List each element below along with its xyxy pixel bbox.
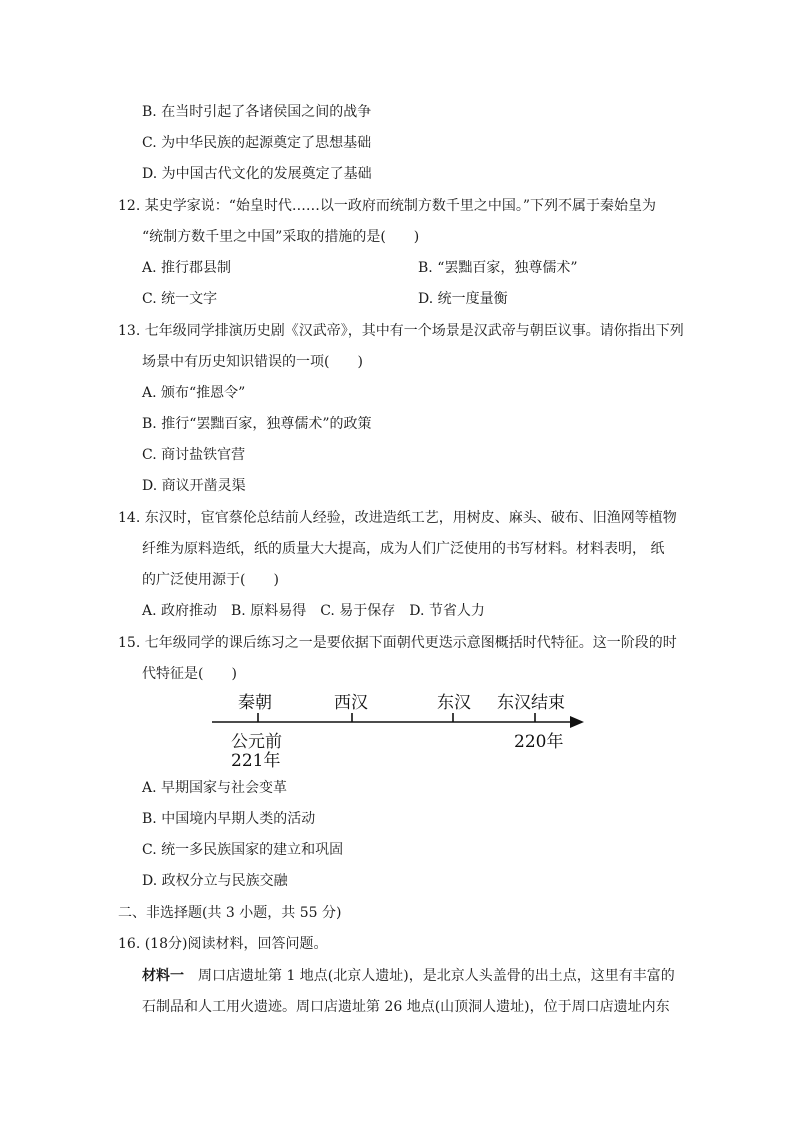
- q15-option-b: B. 中国境内早期人类的活动: [142, 811, 316, 827]
- q16-stem: 16. (18分)阅读材料，回答问题。: [118, 936, 328, 952]
- q15-option-c: C. 统一多民族国家的建立和巩固: [142, 842, 344, 858]
- q13-stem-line1: 13. 七年级同学排演历史剧《汉武帝》，其中有一个场景是汉武帝与朝臣议事。请你指出下列: [118, 323, 684, 339]
- q13-option-c: C. 商讨盐铁官营: [142, 447, 246, 463]
- q15-stem-line2: 代特征是( ): [142, 666, 237, 682]
- timeline-label-start-line2: 221年: [231, 751, 281, 771]
- q15-stem-line1: 15. 七年级同学的课后练习之一是要依据下面朝代更迭示意图概括时代特征。这一阶段的时: [118, 635, 677, 651]
- timeline-label-end-year: 220年: [514, 732, 564, 752]
- q14-stem-line1: 14. 东汉时，宦官蔡伦总结前人经验，改进造纸工艺，用树皮、麻头、破布、旧渔网等植物: [118, 510, 677, 526]
- timeline-label-donghan: 东汉: [437, 693, 471, 713]
- q16-material-line2: 石制品和人工用火遗迹。周口店遗址第 26 地点(山顶洞人遗址)，位于周口店遗址内东: [142, 999, 670, 1015]
- q11-option-d: D. 为中国古代文化的发展奠定了基础: [142, 166, 372, 182]
- q16-material-title: 材料一: [142, 968, 184, 984]
- q13-option-d: D. 商议开凿灵渠: [142, 478, 246, 494]
- timeline-label-qin: 秦朝: [238, 693, 272, 713]
- q14-stem-line2: 纤维为原料造纸，纸的质量大大提高，成为人们广泛使用的书写材料。材料表明， 纸: [142, 541, 665, 557]
- timeline-label-start-line1: 公元前: [231, 732, 282, 752]
- timeline-label-xihan: 西汉: [334, 693, 368, 713]
- q16-material-text-1: 周口店遗址第 1 地点(北京人遗址)，是北京人头盖骨的出土点，这里有丰富的: [184, 968, 675, 984]
- q14-stem-line3: 的广泛使用源于( ): [142, 572, 279, 588]
- q13-option-b: B. 推行“罢黜百家，独尊儒术”的政策: [142, 416, 372, 432]
- q15-option-d: D. 政权分立与民族交融: [142, 873, 288, 889]
- q12-option-a: A. 推行郡县制: [142, 260, 232, 276]
- q12-option-d: D. 统一度量衡: [418, 291, 508, 307]
- q12-option-b: B. “罢黜百家，独尊儒术”: [418, 260, 578, 276]
- q12-option-c: C. 统一文字: [142, 291, 218, 307]
- q14-options: A. 政府推动 B. 原料易得 C. 易于保存 D. 节省人力: [142, 603, 485, 619]
- q12-stem-line2: “统制方数千里之中国”采取的措施的是( ): [142, 229, 420, 245]
- q12-stem-line1: 12. 某史学家说：“始皇时代……以一政府而统制方数千里之中国。”下列不属于秦始皇为: [118, 198, 657, 214]
- q11-option-c: C. 为中华民族的起源奠定了思想基础: [142, 135, 372, 151]
- q13-option-a: A. 颁布“推恩令”: [142, 385, 246, 401]
- section-heading: 二、非选择题(共 3 小题，共 55 分): [118, 905, 342, 921]
- q15-option-a: A. 早期国家与社会变革: [142, 780, 288, 796]
- timeline-label-end-dynasty: 东汉结束: [497, 693, 565, 713]
- timeline-arrow-icon: [570, 716, 584, 728]
- q13-stem-line2: 场景中有历史知识错误的一项( ): [142, 354, 363, 370]
- q11-option-b: B. 在当时引起了各诸侯国之间的战争: [142, 104, 372, 120]
- q16-material-line1: [142, 966, 675, 986]
